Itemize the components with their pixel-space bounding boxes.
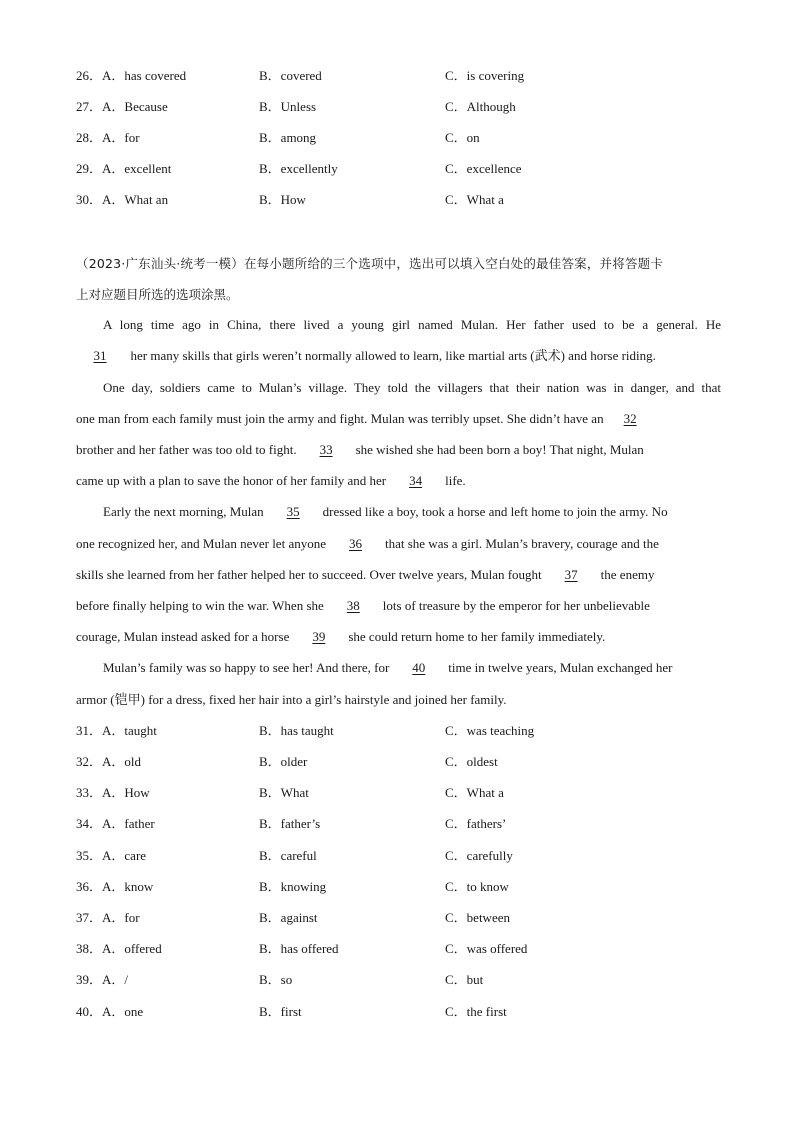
- option-row-29: [0, 160, 794, 178]
- option-a: 27．A．Because: [76, 99, 168, 114]
- option-b: B．What: [259, 785, 309, 800]
- option-b: B．has offered: [259, 941, 339, 956]
- passage-text: Mulan’s family was so happy to see her! And there, for: [103, 660, 390, 675]
- passage-text: dressed like a boy, took a horse and left home to join the army. No: [322, 504, 668, 519]
- option-c: C．Although: [445, 99, 516, 114]
- option-c: C．to know: [445, 879, 509, 894]
- blank-39: 39: [312, 629, 326, 644]
- option-a: 32．A．old: [76, 754, 142, 769]
- question-number: 34: [76, 816, 89, 831]
- option-row-39: [0, 971, 794, 989]
- blank-32: 32: [623, 411, 637, 426]
- passage-line: [76, 535, 721, 553]
- question-number: 33: [76, 785, 89, 800]
- question-number: 37: [76, 910, 89, 925]
- option-b: B．first: [259, 1004, 302, 1019]
- option-row-38: [0, 940, 794, 958]
- option-row-32: [0, 753, 794, 771]
- option-b: B．knowing: [259, 879, 327, 894]
- blank-36: 36: [348, 536, 362, 551]
- passage-line: [76, 597, 721, 615]
- instruction-line-1: （2023·广东汕头·统考一模）在每小题所给的三个选项中，选出可以填入空白处的最佳答案，并将答题卡: [76, 256, 664, 271]
- passage-text: one man from each family must join the army and fight. Mulan was terribly upset. She didn’t have an: [76, 411, 604, 426]
- question-number: 39: [76, 972, 89, 987]
- option-c: C．was offered: [445, 941, 528, 956]
- question-number: 32: [76, 754, 89, 769]
- option-a-text: A．excellent: [102, 161, 172, 176]
- option-row-40: [0, 1003, 794, 1021]
- option-a-text: A．What an: [102, 192, 169, 207]
- option-c: C．but: [445, 972, 484, 987]
- option-c: C．oldest: [445, 754, 498, 769]
- passage-line: A long time ago in China, there lived a young girl named Mulan. Her father used to be a general. He: [103, 317, 721, 332]
- option-row-31: [0, 722, 794, 740]
- passage-text: lots of treasure by the emperor for her unbelievable: [382, 598, 650, 613]
- passage-text: came up with a plan to save the honor of her family and her: [76, 473, 387, 488]
- option-b: B．older: [259, 754, 308, 769]
- passage-text: time in twelve years, Mulan exchanged her: [448, 660, 673, 675]
- option-b: B．against: [259, 910, 318, 925]
- passage-text: her many skills that girls weren’t normally allowed to learn, like martial arts (武术) and horse riding.: [130, 348, 656, 363]
- passage-text: before finally helping to win the war. When she: [76, 598, 324, 613]
- option-a: 40．A．one: [76, 1004, 144, 1019]
- question-number: 28: [76, 130, 89, 145]
- option-a: 33．A．How: [76, 785, 150, 800]
- blank-35: 35: [286, 504, 300, 519]
- question-number: 29: [76, 161, 89, 176]
- option-a-text: A．care: [102, 848, 147, 863]
- option-b: B．How: [259, 192, 306, 207]
- option-row-28: [0, 129, 794, 147]
- passage-text: Early the next morning, Mulan: [103, 504, 264, 519]
- blank-38: 38: [346, 598, 360, 613]
- passage-text: brother and her father was too old to fight.: [76, 442, 297, 457]
- option-a: 35．A．care: [76, 848, 147, 863]
- passage-text: she wished she had been born a boy! That night, Mulan: [355, 442, 644, 457]
- option-a-text: A．father: [102, 816, 155, 831]
- option-b: B．has taught: [259, 723, 334, 738]
- option-c: C．was teaching: [445, 723, 535, 738]
- question-number: 38: [76, 941, 89, 956]
- option-a-text: A．old: [102, 754, 142, 769]
- option-a: 29．A．excellent: [76, 161, 172, 176]
- blank-33: 33: [319, 442, 333, 457]
- question-number: 27: [76, 99, 89, 114]
- option-row-33: [0, 784, 794, 802]
- option-a: 28．A．for: [76, 130, 140, 145]
- option-b: B．father’s: [259, 816, 321, 831]
- option-c: C．fathers’: [445, 816, 507, 831]
- option-a: 34．A．father: [76, 816, 155, 831]
- question-number: 30: [76, 192, 89, 207]
- passage-text: the enemy: [600, 567, 655, 582]
- option-a: 38．A．offered: [76, 941, 162, 956]
- option-a-text: A．for: [102, 910, 140, 925]
- passage-line: [76, 566, 721, 584]
- blank-37: 37: [564, 567, 578, 582]
- passage-line: [76, 628, 721, 646]
- question-number: 31: [76, 723, 89, 738]
- option-c: C．excellence: [445, 161, 522, 176]
- blank-31: 31: [93, 348, 107, 363]
- passage-text: that she was a girl. Mulan’s bravery, courage and the: [384, 536, 659, 551]
- option-a: 37．A．for: [76, 910, 140, 925]
- option-c: C．on: [445, 130, 480, 145]
- option-a: 31．A．taught: [76, 723, 157, 738]
- option-b: B．covered: [259, 68, 322, 83]
- passage-line: [76, 347, 721, 365]
- option-c: C．the first: [445, 1004, 507, 1019]
- option-a: 39．A．/: [76, 972, 129, 987]
- option-c: C．What a: [445, 785, 504, 800]
- instruction-line-2: 上对应题目所选的选项涂黑。: [76, 287, 239, 302]
- option-row-27: [0, 98, 794, 116]
- passage-line: [103, 659, 721, 677]
- passage-text: courage, Mulan instead asked for a horse: [76, 629, 290, 644]
- option-row-37: [0, 909, 794, 927]
- option-row-35: [0, 847, 794, 865]
- option-a: 36．A．know: [76, 879, 154, 894]
- option-a-text: A．know: [102, 879, 154, 894]
- passage-line: armor (铠甲) for a dress, fixed her hair into a girl’s hairstyle and joined her family.: [76, 692, 507, 707]
- option-b: B．among: [259, 130, 317, 145]
- option-row-26: [0, 67, 794, 85]
- question-number: 40: [76, 1004, 89, 1019]
- option-a-text: A．for: [102, 130, 140, 145]
- option-a-text: A．Because: [102, 99, 168, 114]
- option-b: B．careful: [259, 848, 317, 863]
- option-a-text: A．taught: [102, 723, 157, 738]
- option-b: B．Unless: [259, 99, 317, 114]
- option-row-34: [0, 815, 794, 833]
- passage-text: skills she learned from her father helped her to succeed. Over twelve years, Mulan fought: [76, 567, 542, 582]
- passage-text: she could return home to her family immediately.: [348, 629, 606, 644]
- passage-line: [103, 503, 721, 521]
- option-row-30: [0, 191, 794, 209]
- passage-line: [76, 472, 721, 490]
- option-a-text: A．offered: [102, 941, 162, 956]
- option-a-text: A．one: [102, 1004, 144, 1019]
- option-c: C．between: [445, 910, 510, 925]
- option-c: C．What a: [445, 192, 504, 207]
- question-number: 26: [76, 68, 89, 83]
- option-b: B．so: [259, 972, 293, 987]
- blank-34: 34: [409, 473, 423, 488]
- question-number: 36: [76, 879, 89, 894]
- option-a: 30．A．What an: [76, 192, 169, 207]
- option-a-text: A．/: [102, 972, 129, 987]
- option-c: C．carefully: [445, 848, 513, 863]
- question-number: 35: [76, 848, 89, 863]
- passage-line: One day, soldiers came to Mulan’s village. They told the villagers that their nation was in danger, and that: [103, 380, 721, 395]
- blank-40: 40: [412, 660, 426, 675]
- option-a-text: A．How: [102, 785, 150, 800]
- option-a-text: A．has covered: [102, 68, 187, 83]
- passage-line: [76, 441, 721, 459]
- option-a: 26．A．has covered: [76, 68, 187, 83]
- option-b: B．excellently: [259, 161, 338, 176]
- passage-text: life.: [445, 473, 466, 488]
- passage-line: [76, 410, 721, 428]
- passage-text: one recognized her, and Mulan never let anyone: [76, 536, 326, 551]
- option-row-36: [0, 878, 794, 896]
- option-c: C．is covering: [445, 68, 525, 83]
